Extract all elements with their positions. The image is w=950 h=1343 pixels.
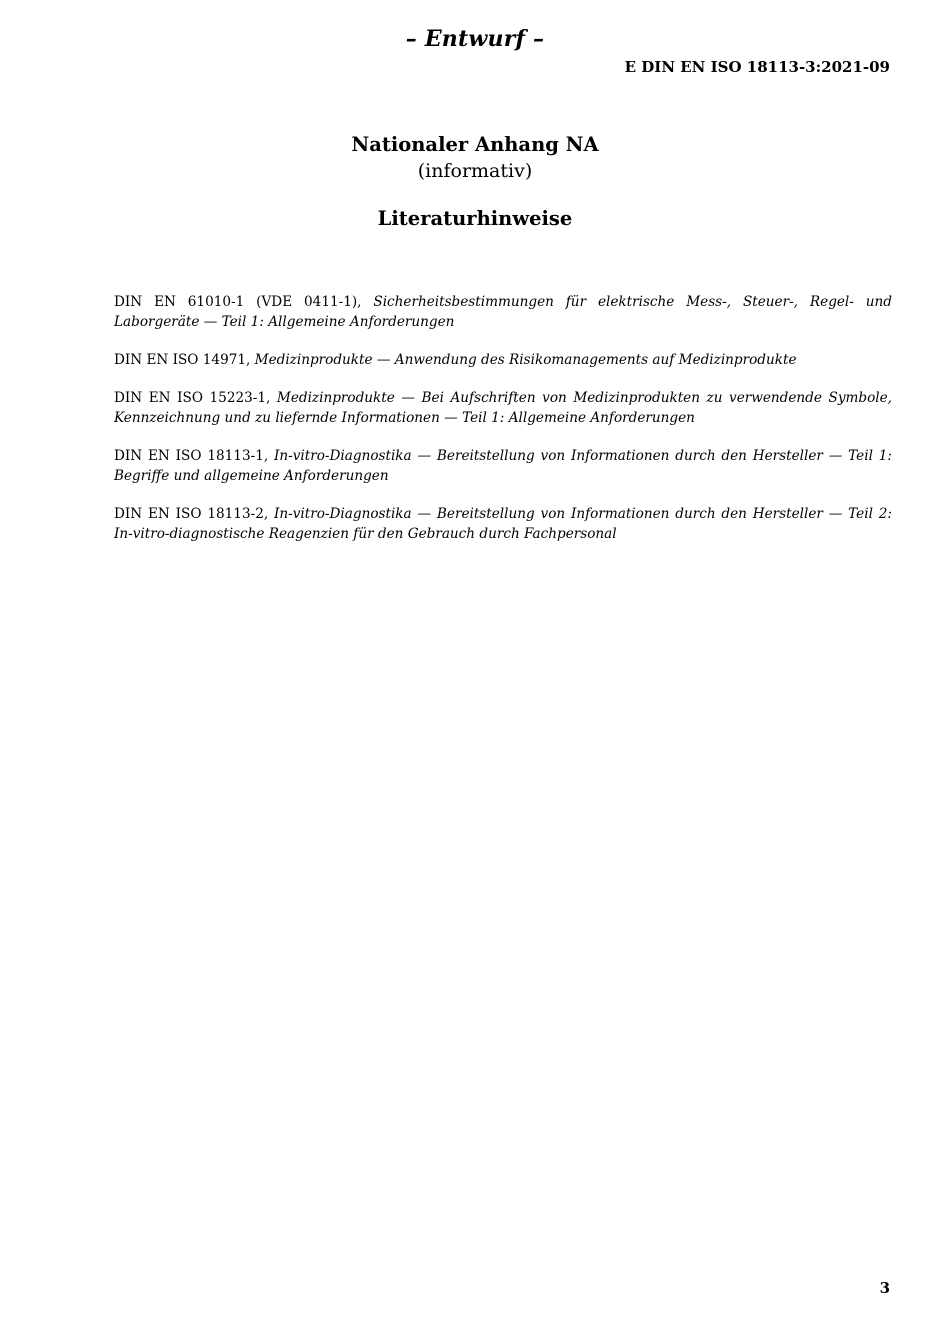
reference-id: DIN EN ISO 18113-2, bbox=[114, 506, 269, 522]
reference-title: In-vitro-Diagnostika — Bereitstellung von Informationen durch den Hersteller — Teil 1: Begriffe und allgemeine Anforderungen bbox=[114, 448, 893, 484]
reference-item bbox=[114, 388, 892, 428]
reference-list bbox=[114, 292, 892, 562]
page-number: 3 bbox=[879, 1279, 890, 1297]
reference-item bbox=[114, 292, 892, 332]
draft-mark: – Entwurf – bbox=[405, 26, 545, 52]
reference-title: In-vitro-Diagnostika — Bereitstellung von Informationen durch den Hersteller — Teil 2: In-vitro-diagnostische Reagenzien für den Gebrauch durch Fachpersonal bbox=[114, 506, 893, 542]
reference-title: Medizinprodukte — Bei Aufschriften von Medizinprodukten zu verwendende Symbole, Kennzeichnung und zu liefernde Informationen — Teil 1: Allgemeine Anforderungen bbox=[114, 390, 892, 426]
reference-id: DIN EN ISO 18113-1, bbox=[114, 448, 269, 464]
reference-item bbox=[114, 446, 892, 486]
reference-id: DIN EN 61010-1 (VDE 0411-1), bbox=[114, 294, 362, 310]
reference-title: Medizinprodukte — Anwendung des Risikomanagements auf Medizinprodukte bbox=[254, 352, 797, 368]
reference-id: DIN EN ISO 15223-1, bbox=[114, 390, 271, 406]
reference-title: Sicherheitsbestimmungen für elektrische Mess-, Steuer-, Regel- und Laborgeräte — Teil 1: Allgemeine Anforderungen bbox=[114, 294, 892, 330]
reference-item bbox=[114, 350, 892, 370]
document-id: E DIN EN ISO 18113-3:2021-09 bbox=[624, 58, 890, 76]
annex-title: Nationaler Anhang NA bbox=[351, 133, 599, 156]
reference-id: DIN EN ISO 14971, bbox=[114, 352, 251, 368]
section-title: Literaturhinweise bbox=[377, 207, 573, 230]
reference-item bbox=[114, 504, 892, 544]
annex-heading bbox=[0, 132, 950, 184]
annex-subtitle: (informativ) bbox=[417, 160, 533, 182]
